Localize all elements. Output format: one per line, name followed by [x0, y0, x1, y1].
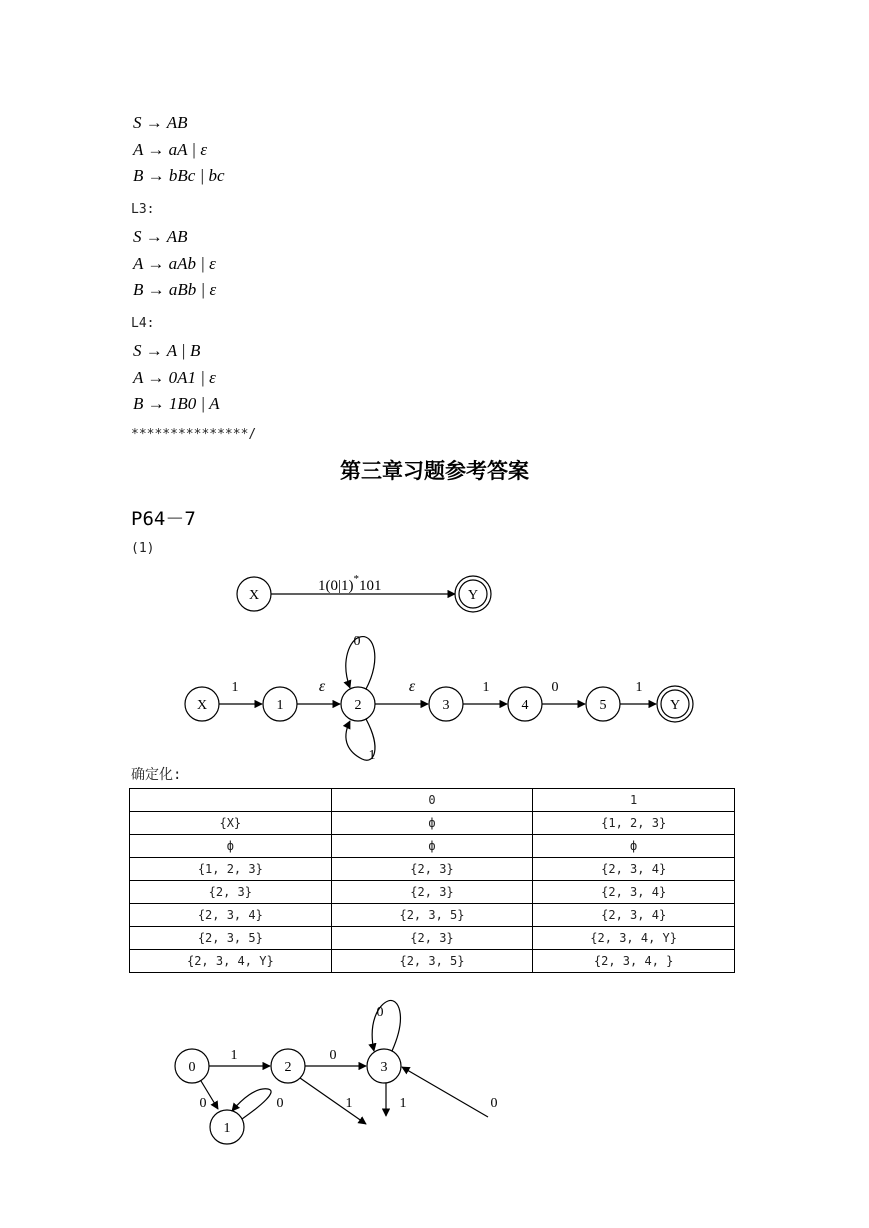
table-row [130, 835, 735, 858]
table-row [130, 927, 735, 950]
table-cell: {2, 3} [331, 927, 533, 950]
table-cell: {2, 3, 4} [533, 858, 735, 881]
dfa-label-0-2: 1 [230, 1048, 238, 1063]
svg-text:X: X [196, 698, 208, 713]
table-row [130, 950, 735, 973]
nfa-loop-bottom-label: 1 [368, 748, 376, 763]
nfa-diagram [0, 625, 869, 770]
table-cell: {2, 3, 5} [331, 950, 533, 973]
dfa-state-1 [210, 1110, 244, 1144]
section-heading: P64－7 [131, 508, 196, 530]
table-cell: {2, 3, 4, } [533, 950, 735, 973]
nfa-loop-top-label: 0 [353, 634, 361, 649]
grammar-l4-rule-2: A → 0A1 | ε [133, 368, 216, 387]
table-cell: {2, 3, 4, Y} [130, 950, 332, 973]
table-row [130, 904, 735, 927]
nfa-label-1-2: ε [318, 678, 326, 695]
dfa-label-2-out: 1 [345, 1096, 353, 1111]
end-marker: ***************/ [131, 427, 257, 442]
determinize-label: 确定化: [131, 767, 182, 783]
dfa-label-loop-1: 0 [276, 1096, 284, 1111]
svg-text:4: 4 [521, 698, 529, 713]
table-row [130, 812, 735, 835]
grammar-l4-rule-3: B → 1B0 | A [133, 394, 220, 413]
table-header-cell: 0 [331, 789, 533, 812]
state-x-label: X [248, 588, 260, 603]
nfa-state-y-final [657, 686, 693, 722]
nfa-state-5 [586, 687, 620, 721]
svg-text:Y: Y [669, 698, 681, 713]
dfa-diagram [0, 995, 869, 1155]
table-cell: ф [331, 812, 533, 835]
grammar-l2-rule-2: A → aA | ε [133, 140, 208, 159]
table-cell: ф [331, 835, 533, 858]
state-y-final [455, 576, 491, 612]
nfa-state-3 [429, 687, 463, 721]
table-cell: {2, 3} [130, 881, 332, 904]
table-cell: {2, 3, 5} [130, 927, 332, 950]
regex-label: 1(0|1)*101 [318, 573, 382, 594]
chapter-title: 第三章习题参考答案 [340, 459, 529, 483]
dfa-edge-in-3 [399, 1067, 488, 1117]
dfa-label-0-1: 0 [199, 1096, 207, 1111]
grammar-l4-rule-1: S → A | B [133, 341, 201, 360]
state-x [237, 577, 271, 611]
table-cell: {X} [130, 812, 332, 835]
table-header-cell: 1 [533, 789, 735, 812]
dfa-edge-2-out [300, 1078, 366, 1124]
svg-text:2: 2 [354, 698, 362, 713]
table-cell: ф [533, 835, 735, 858]
nfa-state-2 [341, 687, 375, 721]
dfa-label-3-down: 1 [399, 1096, 407, 1111]
grammar-l2-rule-3: B → bBc | bc [133, 166, 225, 185]
table-header-cell [130, 789, 332, 812]
grammar-l2-rule-1: S → AB [133, 113, 188, 132]
table-cell: {1, 2, 3} [533, 812, 735, 835]
state-y-label: Y [467, 588, 479, 603]
nfa-label-5-y: 1 [635, 680, 643, 695]
nfa-state-4 [508, 687, 542, 721]
table-cell: {2, 3, 4} [533, 881, 735, 904]
dfa-state-3 [367, 1049, 401, 1083]
table-cell: {2, 3, 5} [331, 904, 533, 927]
svg-text:2: 2 [284, 1060, 292, 1075]
nfa-state-x [185, 687, 219, 721]
table-cell: {2, 3, 4, Y} [533, 927, 735, 950]
regex-diagram [0, 560, 869, 630]
svg-text:5: 5 [599, 698, 607, 713]
table-cell: {2, 3, 4} [533, 904, 735, 927]
transition-table [129, 788, 735, 973]
dfa-label-2-3: 0 [329, 1048, 337, 1063]
svg-text:0: 0 [188, 1060, 196, 1075]
svg-text:1: 1 [276, 698, 284, 713]
grammar-l3-rule-2: A → aAb | ε [133, 254, 216, 273]
nfa-label-4-5: 0 [551, 680, 559, 695]
table-cell: {2, 3} [331, 858, 533, 881]
grammar-l3-rule-1: S → AB [133, 227, 188, 246]
table-row [130, 858, 735, 881]
grammar-l3-rule-3: B → aBb | ε [133, 280, 217, 299]
table-cell: {2, 3} [331, 881, 533, 904]
dfa-label-loop-3: 0 [376, 1005, 384, 1020]
label-l3: L3: [131, 202, 155, 217]
nfa-label-x-1: 1 [231, 680, 239, 695]
nfa-label-2-3: ε [408, 678, 416, 695]
nfa-state-1 [263, 687, 297, 721]
part-label: (1) [131, 541, 155, 556]
svg-text:1: 1 [223, 1121, 231, 1136]
label-l4: L4: [131, 316, 155, 331]
table-header-row [130, 789, 735, 812]
dfa-label-in-3: 0 [490, 1096, 498, 1111]
dfa-state-2 [271, 1049, 305, 1083]
dfa-state-0 [175, 1049, 209, 1083]
nfa-label-3-4: 1 [482, 680, 490, 695]
svg-text:3: 3 [380, 1060, 388, 1075]
svg-text:3: 3 [442, 698, 450, 713]
table-row [130, 881, 735, 904]
table-cell: {2, 3, 4} [130, 904, 332, 927]
table-cell: ф [130, 835, 332, 858]
table-cell: {1, 2, 3} [130, 858, 332, 881]
